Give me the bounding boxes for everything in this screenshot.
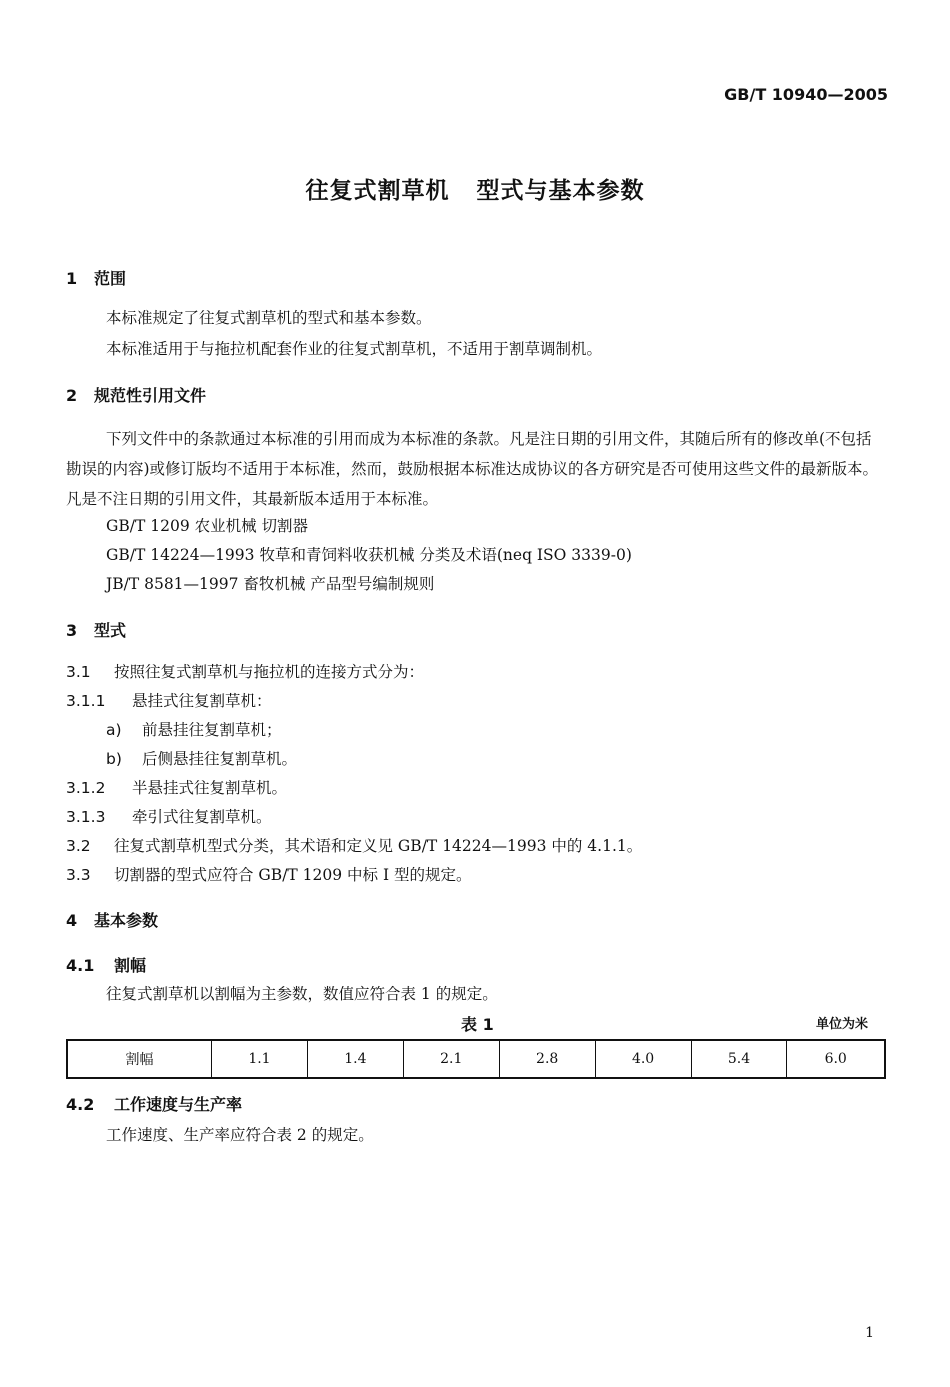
page-number: 1 [865,1325,874,1341]
table-row-label: 割幅 [67,1040,212,1078]
table-cell: 2.8 [499,1040,595,1078]
document-title: 往复式割草机 型式与基本参数 [305,178,645,204]
clause-3-1-3: 3.1.3 牵引式往复割草机。 [66,808,272,826]
normative-refs-paragraph: 下列文件中的条款通过本标准的引用而成为本标准的条款。凡是注日期的引用文件，其随后所有的修改单(不包括勘误的内容)或修订版均不适用于本标准，然而，鼓励根据本标准达成协议的各方研究是否可使用这些文件的最新版本。凡是不注日期的引用文件，其最新版本适用于本标准。 [66,430,879,508]
clause-4-2-heading: 4.2 工作速度与生产率 [66,1095,243,1114]
table-cell: 6.0 [787,1040,885,1078]
list-item-b: b) 后侧悬挂往复割草机。 [106,750,298,768]
standard-code: GB/T 10940—2005 [724,85,888,104]
section-number: 4 [66,911,78,930]
clause-4-2-text: 工作速度、生产率应符合表 2 的规定。 [106,1126,374,1144]
list-item-a: a) 前悬挂往复割草机； [106,721,282,739]
clause-3-1-2: 3.1.2 半悬挂式往复割草机。 [66,779,288,797]
section-number: 2 [66,386,78,405]
scope-line-1: 本标准规定了往复式割草机的型式和基本参数。 [106,309,432,327]
clause-3-1-1: 3.1.1 悬挂式往复割草机： [66,692,272,710]
scope-line-2: 本标准适用于与拖拉机配套作业的往复式割草机，不适用于割草调制机。 [106,340,603,358]
section-number: 1 [66,269,78,288]
section-1-heading [66,266,126,289]
table-cell: 1.1 [212,1040,308,1078]
table-cell: 4.0 [595,1040,691,1078]
clause-4-1-heading: 4.1 割幅 [66,956,147,975]
section-3-heading [66,618,126,641]
section-title: 基本参数 [94,911,159,930]
section-title: 范围 [94,269,127,288]
reference-item: JB/T 8581—1997 畜牧机械 产品型号编制规则 [106,575,435,593]
table-cell: 5.4 [691,1040,787,1078]
section-2-heading [66,383,206,406]
section-title: 规范性引用文件 [94,386,207,405]
clause-3-1: 3.1 按照往复式割草机与拖拉机的连接方式分为： [66,663,425,681]
clause-3-3: 3.3 切割器的型式应符合 GB/T 1209 中标 Ⅰ 型的规定。 [66,866,472,884]
clause-4-1-text: 往复式割草机以割幅为主参数，数值应符合表 1 的规定。 [106,985,498,1003]
table-1-unit: 单位为米 [815,1017,868,1032]
clause-3-2: 3.2 往复式割草机型式分类，其术语和定义见 GB/T 14224—1993 中的 4.1.1。 [66,837,643,855]
table-cell: 1.4 [307,1040,403,1078]
section-title: 型式 [94,621,127,640]
table-1-caption: 表 1 [461,1015,494,1034]
section-number: 3 [66,621,78,640]
reference-item: GB/T 1209 农业机械 切割器 [106,517,309,535]
reference-item: GB/T 14224—1993 牧草和青饲料收获机械 分类及术语(neq ISO 3339-0) [106,546,632,564]
table-row [67,1040,885,1078]
table-1 [66,1039,886,1079]
section-4-heading [66,908,158,931]
table-cell: 2.1 [403,1040,499,1078]
